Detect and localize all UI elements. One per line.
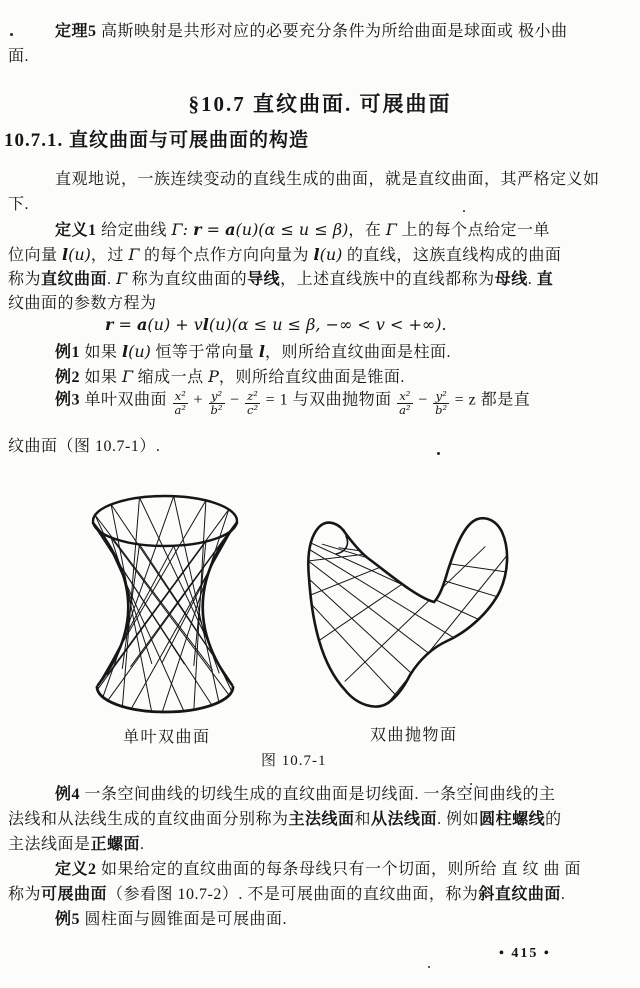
hyperbolic-paraboloid-figure (239, 518, 540, 722)
scan-speck (437, 452, 440, 455)
fraction: $\frac{\text{y²}}{\text{b²}}$ (435, 389, 448, 417)
section-heading: §10.7 直纹曲面. 可展曲面 (188, 92, 452, 116)
text-line: 下. (8, 196, 30, 213)
text-line: 面. (8, 48, 30, 65)
figure-left-label: 单叶双曲面 (123, 729, 211, 746)
scan-speck (463, 210, 465, 212)
scan-speck (428, 966, 430, 968)
fraction: $\frac{\text{x²}}{\text{a²}}$ (399, 389, 411, 417)
text-line: 主法线面是正螺面. (8, 836, 145, 853)
text-line: 定义2 如果给定的直纹曲面的每条母线只有一个切面，则所给 直 纹 曲 面 (55, 861, 582, 878)
text-line: 纹曲面的参数方程为 (8, 295, 157, 312)
text-line: r = a(u) + vl(u)(α ≤ u ≤ β, −∞ < v < +∞). (105, 315, 447, 334)
text-line: 例3 单叶双曲面 $\frac{\text{x²}}{\text{a²}}$ + $\frac{\text{y²}}{\text{b²}}$ − $\frac{\text{z²}}{\text{c²}}$ = 1 与双曲抛物面 $\frac{\text{x²}}{\text{a²}}$ − $\frac{\text{y²}}{\text{b²}}$ = z 都是直 (55, 389, 531, 417)
fraction: $\frac{\text{x²}}{\text{a²}}$ (174, 389, 186, 417)
text-line: 例4 一条空间曲线的切线生成的直纹曲面是切线面. 一条空间曲线的主 (55, 786, 556, 803)
text-line: 法线和从法线生成的直纹曲面分别称为主法线面和从法线面. 例如圆柱螺线的 (8, 811, 562, 828)
text-line: 定义1 给定曲线 Γ: r = a(u)(α ≤ u ≤ β)，在 Γ 上的每个点给定一单 (55, 220, 550, 239)
text-line: 直观地说，一族连续变动的直线生成的曲面，就是直纹曲面，其严格定义如 (55, 171, 600, 188)
figure-caption: 图 10.7-1 (261, 753, 327, 769)
text-line: 位向量 l(u)，过 Γ 的每个点作方向向量为 l(u) 的直线，这族直线构成的曲面 (8, 245, 562, 264)
hyperboloid-figure (93, 496, 237, 713)
text-line: 称为可展曲面（参看图 10.7-2）. 不是可展曲面的直纹曲面，称为斜直纹曲面. (8, 886, 566, 903)
subsection-heading: 10.7.1. 直纹曲面与可展曲面的构造 (4, 130, 310, 151)
text-line: 称为直纹曲面. Γ 称为直纹曲面的导线，上述直线族中的直线都称为母线. 直 (8, 269, 554, 288)
figure-right-label: 双曲抛物面 (370, 727, 458, 744)
figure-10-7-1 (60, 472, 540, 722)
scan-speck (10, 33, 13, 36)
fraction: $\frac{\text{y²}}{\text{b²}}$ (210, 389, 223, 417)
scan-speck (470, 783, 472, 785)
text-line: 定理5 高斯映射是共形对应的必要充分条件为所给曲面是球面或 极小曲 (55, 23, 568, 40)
text-line: 例1 如果 l(u) 恒等于常向量 l，则所给直纹曲面是柱面. (55, 342, 452, 361)
text-line: 例5 圆柱面与圆锥面是可展曲面. (55, 911, 288, 928)
fraction: $\frac{\text{z²}}{\text{c²}}$ (247, 389, 259, 417)
text-line: 例2 如果 Γ 缩成一点 P，则所给直纹曲面是锥面. (55, 367, 405, 386)
text-line: 纹曲面（图 10.7-1）. (8, 438, 161, 455)
page-number: • 415 • (499, 946, 551, 961)
